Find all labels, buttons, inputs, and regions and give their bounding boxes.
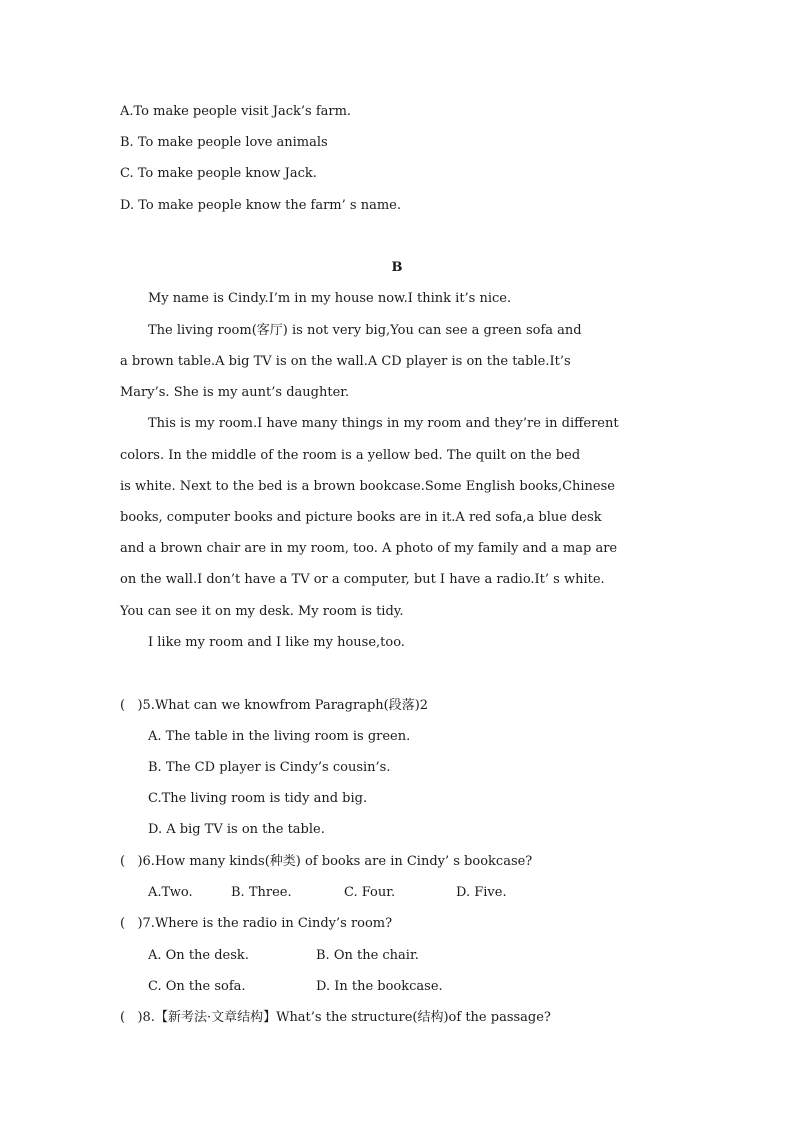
option-prev-a: A.To make people visit Jack’s farm. [120, 104, 352, 119]
passage-line: and a brown chair are in my room, too. A photo of my family and a map are [120, 541, 618, 556]
passage-line: I like my room and I like my house,too. [148, 635, 405, 650]
question-5-stem: ( )5.What can we knowfrom Paragraph(段落)2 [120, 698, 429, 713]
section-title: B [391, 260, 403, 275]
question-6-option-b: B. Three. [231, 885, 292, 900]
question-7-option-d: D. In the bookcase. [316, 979, 443, 994]
passage-line: is white. Next to the bed is a brown bookcase.Some English books,Chinese [120, 479, 615, 494]
passage-line: colors. In the middle of the room is a yellow bed. The quilt on the bed [120, 448, 581, 463]
option-prev-c: C. To make people know Jack. [120, 166, 317, 181]
question-5-option-b: B. The CD player is Cindy’s cousin’s. [148, 760, 391, 775]
passage-line: books, computer books and picture books are in it.A red sofa,a blue desk [120, 510, 602, 525]
option-prev-b: B. To make people love animals [120, 135, 328, 150]
passage-line: Mary’s. She is my aunt’s daughter. [120, 385, 350, 400]
question-6-option-c: C. Four. [344, 885, 396, 900]
question-5-option-c: C.The living room is tidy and big. [148, 791, 368, 806]
question-7-option-a: A. On the desk. [148, 948, 249, 963]
question-6-option-d: D. Five. [456, 885, 507, 900]
question-7-stem: ( )7.Where is the radio in Cindy’s room? [120, 916, 393, 931]
question-5-option-a: A. The table in the living room is green. [148, 729, 411, 744]
question-6-option-a: A.Two. [148, 885, 193, 900]
question-5-option-d: D. A big TV is on the table. [148, 822, 325, 837]
question-8-stem: ( )8.【新考法·文章结构】What’s the structure(结构)of the passage? [120, 1010, 551, 1025]
passage-line: My name is Cindy.I’m in my house now.I think it’s nice. [148, 291, 512, 306]
passage-line: You can see it on my desk. My room is tidy. [120, 604, 404, 619]
question-6-stem: ( )6.How many kinds(种类) of books are in Cindy’ s bookcase? [120, 854, 533, 869]
passage-line: on the wall.I don’t have a TV or a computer, but I have a radio.It’ s white. [120, 572, 605, 587]
passage-line: This is my room.I have many things in my room and they’re in different [148, 416, 619, 431]
passage-line: The living room(客厅) is not very big,You can see a green sofa and [148, 323, 582, 338]
question-7-option-c: C. On the sofa. [148, 979, 246, 994]
option-prev-d: D. To make people know the farm’ s name. [120, 198, 401, 213]
passage-line: a brown table.A big TV is on the wall.A CD player is on the table.It’s [120, 354, 571, 369]
question-7-option-b: B. On the chair. [316, 948, 419, 963]
